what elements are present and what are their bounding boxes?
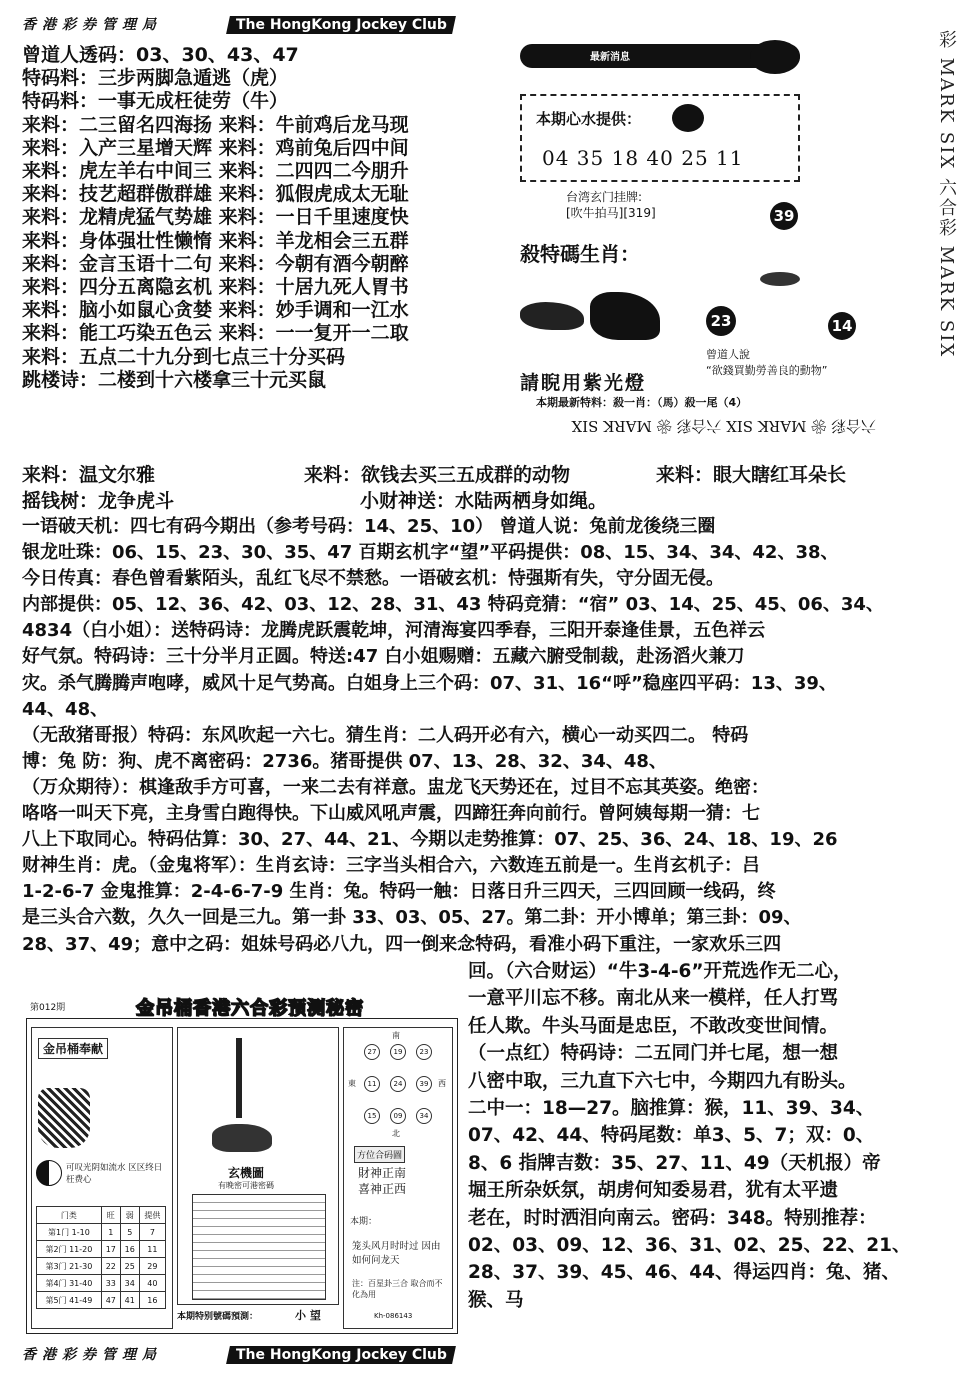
table-cell: 第5门 41-49 [37,1292,102,1309]
box1-title: 金吊桶奉献 [38,1038,108,1059]
xuanji-title: 玄機圖 [228,1166,265,1180]
ball-14: 14 [828,312,856,340]
row-a-3: 来料：眼大瞎红耳朵长 [656,464,847,486]
tiger-icon [590,292,660,340]
vertical-text-1: 彩 MARK SIX [936,30,957,171]
heart-number-box [520,94,800,182]
dragon-icon [520,302,584,330]
text-line: 来料：身体强壮性懒惰 来料：羊龙相会三五群 [22,229,409,252]
note: 注：百星卦三合 取合而不化為用 [352,1279,443,1299]
table-cell: 25 [120,1258,139,1275]
table-cell: 40 [139,1275,165,1292]
compass-num: 24 [390,1076,406,1092]
predict-value: 小 望 [295,1309,321,1322]
xishen: 喜神正西 [358,1182,407,1196]
text-line: （无敌猪哥报）特码：东风吹起一六七。猜生肖：二人码开必有六，横心一动买四二。 特码 [22,724,749,746]
text-line: 来料：五点二十九分到七点三十分买码 [22,345,346,368]
table-cell: 22 [101,1258,120,1275]
table-cell: 17 [101,1241,120,1258]
table-row [37,1224,166,1241]
lamp-text: 請睨用紫光燈 [520,372,647,394]
text-line: 咯咯一叫天下亮，主身雪白跑得快。下山威风吼声震，四蹄狂奔向前行。曾阿姨每期一猜：七 [22,803,760,825]
fangwei-title: 方位合码圖 [354,1146,405,1163]
table-cell: 47 [101,1292,120,1309]
compass-east: 東 [348,1079,356,1088]
poem: 笼头风月时时过 因由如何问龙天 [352,1241,441,1266]
phone: Kh-086143 [374,1312,413,1320]
table-cell: 16 [139,1292,165,1309]
text-line: 4834（白小姐）：送特码诗：龙腾虎跃震乾坤，河清海宴四季春，三阳开泰逢佳景，五色祥云 [22,620,766,642]
inset-table [36,1206,166,1309]
kill-title: 殺特碼生肖： [520,242,640,266]
table-cell: 第2门 11-20 [37,1241,102,1258]
table-cell: 第3门 21-30 [37,1258,102,1275]
gallows-icon [236,1038,242,1118]
compass-num: 15 [364,1108,380,1124]
bottom-footer [22,1344,454,1366]
table-head: 弱 [120,1207,139,1224]
cat-icon [212,1124,272,1152]
vertical-text-2: 六合彩 MARK SIX [936,178,957,359]
text-line: 回。（六合财运）“牛3-4-6”开荒选作无二心， [468,961,852,982]
text-line: 八上下取同心。特码估算：30、27、44、21、今期以走势推算：07、25、36、24、18、19、26 [22,829,838,851]
table-head: 旺 [101,1207,120,1224]
text-line: 28、37、49；意中之码：姐妹号码必八九，四一倒来念特码，看准小码下重注，一家欢乐三四 [22,933,782,955]
text-line: 来料：金言玉语十二句 来料：今朝有酒今朝醉 [22,252,409,275]
table-cell: 1 [101,1224,120,1241]
table-cell: 34 [120,1275,139,1292]
text-line: 44、48、 [22,698,109,720]
compass-west: 西 [438,1079,446,1088]
text-line: 1-2-6-7 金鬼推算：2-4-6-7-9 生肖：兔。特码一触：日落日升三四天，三四回顾一线码，终 [22,881,776,903]
ball-39: 39 [770,202,798,230]
predict-line: 本期特别號碼預測： [177,1312,259,1322]
compass-num: 34 [416,1108,432,1124]
text-line: 02、03、09、12、36、31、02、25、22、21、 [468,1235,911,1257]
text-line: 今日传真：春色曾看紫陌头，乱红飞尽不禁愁。一语破玄机：恃强斯有失，守分固无侵。 [22,568,724,590]
text-line: 二中一：18—27。脑推算：猴，11、39、34、 [468,1098,875,1120]
text-line: 来料：四分五离隐玄机 来料：十居九死人胃书 [22,276,409,299]
compass-num: 19 [390,1044,406,1060]
text-line: 来料：二三留名四海扬 来料：牛前鸡后龙马现 [22,113,409,136]
table-head: 提供 [139,1207,165,1224]
compass-num: 39 [416,1076,432,1092]
table-row [37,1292,166,1309]
row-b-2: 小财神送：水陆两栖身如绳。 [360,490,608,512]
text-line: 猴、马 [468,1289,524,1311]
ball-23: 23 [706,306,736,336]
text-line: 特码料：一事无成枉徒劳（牛） [22,90,289,113]
text-line: 是三头合六数，久久一回是三九。第一卦 33、03、05、27。第二卦：开小博单；第三卦：09、 [22,907,802,929]
compass-north: 北 [392,1129,400,1138]
tejia: 本期： [350,1217,378,1227]
vertical-mark-six-bar [929,30,959,390]
text-line: 银龙吐珠：06、15、23、30、35、47 百期玄机字“望”平码提供：08、15、34、34、42、38、 [22,542,839,564]
inset-frame [26,1018,458,1334]
text-line: 一意平川忘不移。南北从来一模样，任人打骂 [468,988,839,1010]
text-line: 一语破天机：四七有码今期出（参考号码：14、25、10） 曾道人说：兔前龙後绕三圈 [22,516,716,537]
text-line: 内部提供：05、12、36、42、03、12、28、31、43 特码竞猜：“宿” 03、14、25、45、06、34、 [22,594,884,616]
mirror-strip: 六合彩 ❀ MARK SIX 六合彩 ❀ MARK SIX [571,417,876,435]
zdr-quote: “欲錢買勤勞善良的動物” [706,364,828,377]
footer-brand-en: The HongKong Jockey Club [226,1346,456,1364]
text-line: 8、6 指牌吉数：35、27、11、49（天机报）帝 [468,1152,881,1174]
yinyang-text: 可叹光阴如流水 区区终日枉费心 [66,1163,163,1185]
table-cell: 第1门 1-10 [37,1224,102,1241]
xuanji-sub: 有晚密可港密碼 [218,1181,274,1190]
text-line: 特码料：三步两脚急遁逃（虎） [22,67,289,90]
inset-box-middle [177,1027,339,1305]
heart-numbers: 04 35 18 40 25 11 [542,146,744,170]
compass-num: 09 [390,1108,406,1124]
row-b-1: 摇钱树：龙争虎斗 [22,490,175,512]
footer-brand-cn: 香港彩券管理局 [22,1347,162,1363]
text-line: 好气氛。特码诗：三十分半月正圆。特送:47 白小姐赐赠：五藏六腑受制裁，赴汤滔火兼刀 [22,646,745,668]
text-line: 灾。杀气腾腾声咆哮，威风十足气势高。白姐身上三个码：07、31、16“呼”稳座四平码：13、39、 [22,672,837,694]
inset-prediction-panel [26,990,456,1334]
news-label: 最新消息 [590,52,630,63]
row-a-1: 来料：温文尔雅 [22,464,156,486]
table-row [37,1241,166,1258]
right-column-text [468,958,910,1314]
taiwan-sub: [吹牛拍马][319] [566,206,656,220]
text-line: （万众期待）：棋逢敌手方可喜，一来二去有祥意。盅龙飞天势还在，过目不忘其英姿。绝密： [22,776,769,798]
table-row [37,1275,166,1292]
text-line: 曾道人透码：03、30、43、47 [22,44,299,66]
bucket-icon [38,1088,90,1148]
text-line: 来料：虎左羊右中间三 来料：二四四二今朋升 [22,160,409,183]
news-box [520,40,876,450]
inset-box-left [31,1027,173,1329]
header-brand-cn: 香港彩券管理局 [22,17,162,33]
table-cell: 7 [139,1224,165,1241]
main-paragraph [22,514,884,958]
caishen: 財神正南 [358,1166,407,1180]
logo-emblem [750,40,800,74]
table-row [37,1258,166,1275]
latest-line: 本期最新特料：殺一肖：（馬）殺一尾（4） [536,396,748,409]
text-line: 财神生肖：虎。（金鬼将军）：生肖玄诗：三字当头相合六，六数连五前是一。生肖玄机子：吕 [22,855,760,877]
inset-issue: 第012期 [30,1003,66,1013]
compass-south: 南 [392,1031,400,1040]
text-line: 堀王所杂妖氛，胡虏何知委易君，犹有太平遗 [468,1180,839,1202]
header-brand-en: The HongKong Jockey Club [226,16,456,34]
compass-num: 27 [364,1044,380,1060]
text-line: 博：兔 防：狗、虎不离密码：2736。猪哥提供 07、13、28、32、34、48、 [22,750,667,772]
text-line: 八密中取，三九直下六七中，今期四九有盼头。 [468,1070,857,1092]
inset-box-right [343,1027,453,1329]
text-line: 来料：入产三星增天辉 来料：鸡前兔后四中间 [22,136,409,159]
taiwan-title: 台湾玄门挂牌: [566,190,643,204]
text-line: 跳楼诗：二楼到十六楼拿三十元买鼠 [22,368,327,391]
table-cell: 16 [120,1241,139,1258]
table-cell: 41 [120,1292,139,1309]
text-line: 老在，时时洒泪向南云。密码：348。特别推荐： [468,1207,877,1229]
table-cell: 5 [120,1224,139,1241]
bird-icon [760,272,800,286]
left-column-text [22,44,409,392]
text-line: 任人欺。牛头马面是忠臣，不敢改变世间情。 [468,1015,839,1037]
table-cell: 29 [139,1258,165,1275]
row-a-2: 来料：欲钱去买三五成群的动物 [304,464,571,486]
inset-title: 金吊桶香港六合彩预测秘密 [136,998,364,1019]
text-line: 来料：能工巧染五色云 来料：一一复开一二取 [22,322,409,345]
compass-num: 11 [364,1076,380,1092]
zdr-title: 曾道人說 [706,348,750,361]
text-line: 来料：技艺超群傲群雄 来料：狐假虎成太无耻 [22,183,409,206]
text-line: 来料：脑小如鼠心贪婪 来料：妙手调和一江水 [22,299,409,322]
table-head: 门类 [37,1207,102,1224]
table-cell: 33 [101,1275,120,1292]
history-list [192,1194,326,1300]
compass-num: 23 [416,1044,432,1060]
text-line: （一点红）特码诗：二五同门并七尾，想一想 [468,1043,839,1065]
top-header [22,14,454,36]
heart-label: 本期心水提供： [536,110,642,128]
heart-icon [672,104,704,132]
text-line: 来料：龙精虎猛气势雄 来料：一日千里速度快 [22,206,409,229]
table-cell: 第4门 31-40 [37,1275,102,1292]
table-cell: 11 [139,1241,165,1258]
text-line: 28、37、39、45、46、44、得运四肖：兔、猪、 [468,1262,900,1284]
text-line: 07、42、44、特码尾数：单3、5、7；双：0、 [468,1125,875,1147]
yin-yang-icon [36,1160,62,1186]
